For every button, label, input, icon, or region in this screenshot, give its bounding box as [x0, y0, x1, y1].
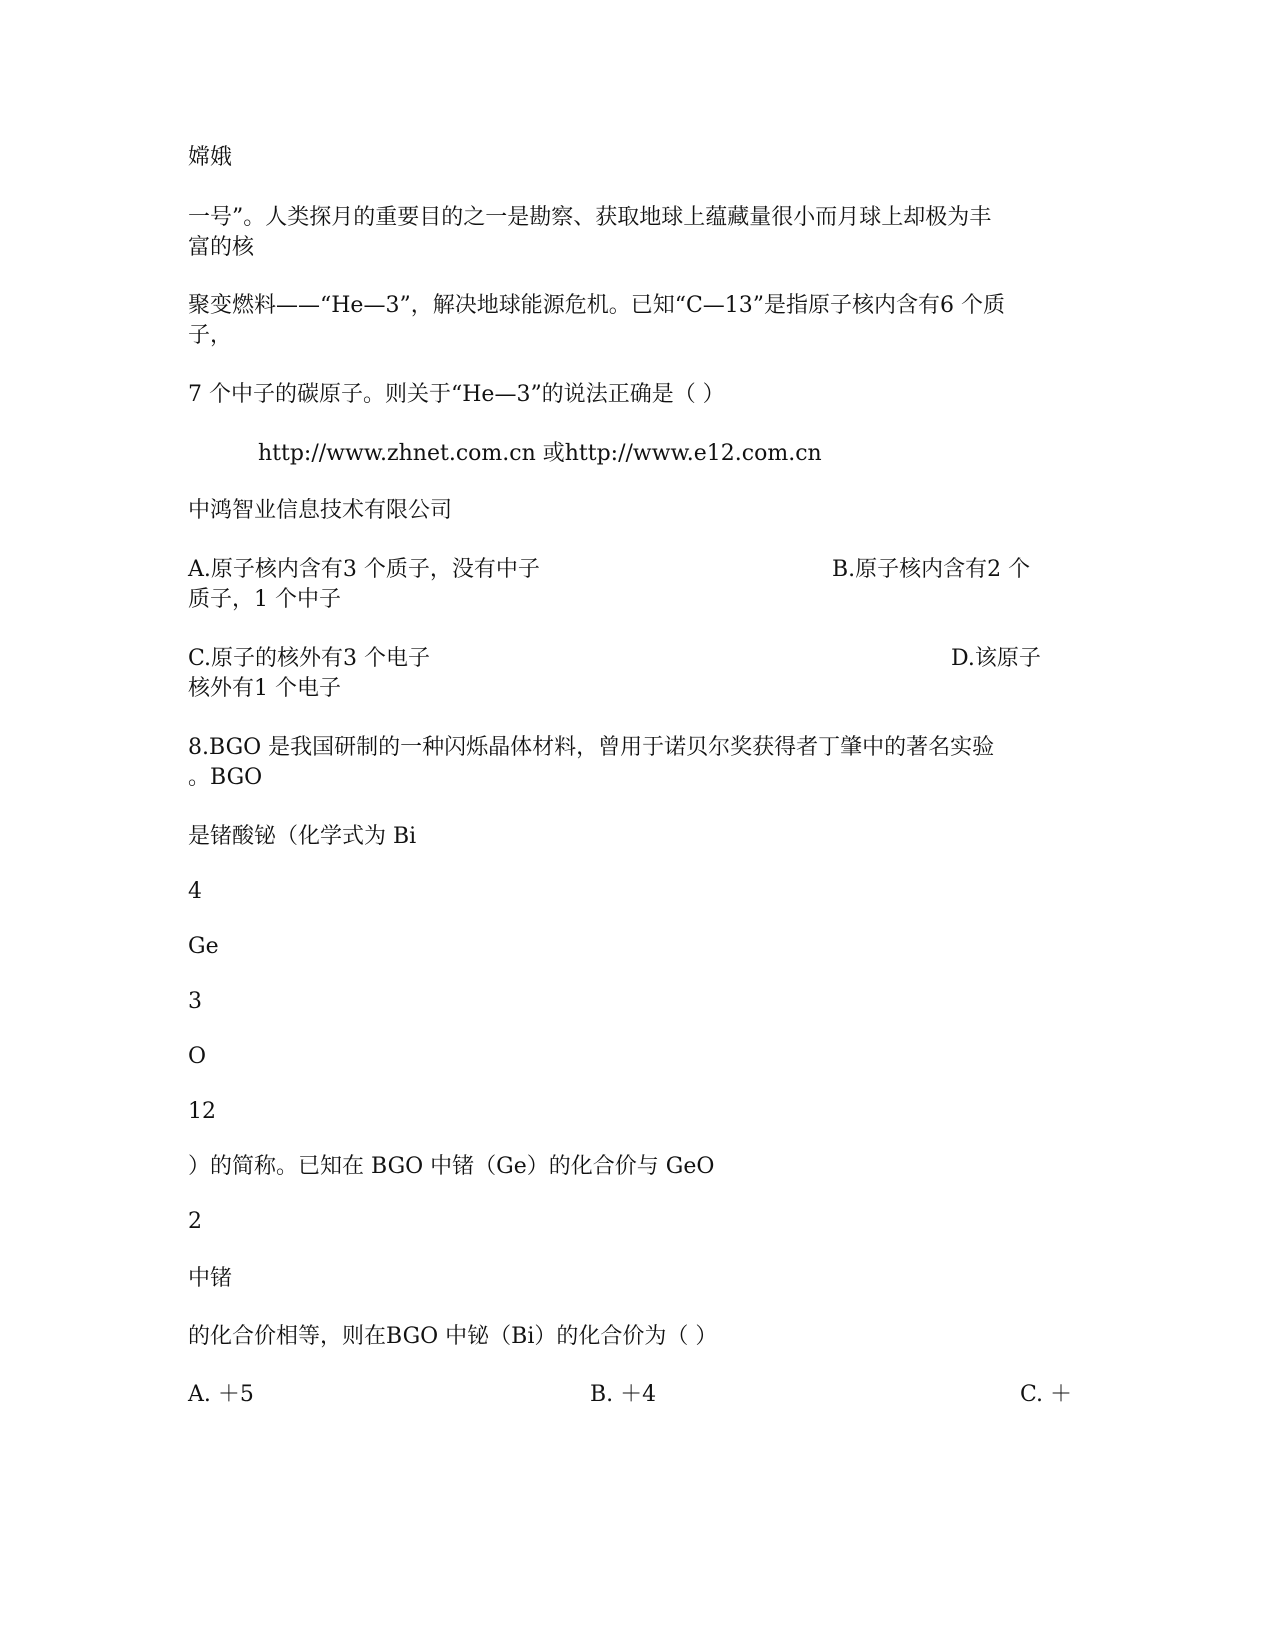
- formula-fragment: 4: [188, 879, 202, 904]
- formula-fragment: 12: [188, 1099, 216, 1124]
- question-8-line: 的化合价相等，则在BGO 中铋（Bi）的化合价为（ ）: [188, 1324, 718, 1349]
- question-8-line: 8.BGO 是我国研制的一种闪烁晶体材料，曾用于诺贝尔奖获得者丁肇中的著名实验: [188, 735, 995, 760]
- question-8-line: 。BGO: [188, 765, 263, 790]
- paragraph-line: 聚变燃料——“He—3”，解决地球能源危机。已知“C—13”是指原子核内含有6 个质: [188, 293, 1006, 318]
- paragraph-line: 一号”。人类探月的重要目的之一是勘察、获取地球上蕴藏量很小而月球上却极为丰: [188, 205, 992, 230]
- option-b-continued: 质子，1 个中子: [188, 587, 341, 612]
- option-d: D.该原子: [951, 646, 1041, 671]
- paragraph-line: 子，: [188, 323, 233, 348]
- company-name: 中鸿智业信息技术有限公司: [188, 498, 453, 523]
- paragraph-line: 富的核: [188, 235, 255, 260]
- formula-fragment: O: [188, 1044, 207, 1069]
- formula-fragment: 2: [188, 1209, 202, 1234]
- answer-option-c: C. ＋: [1020, 1382, 1073, 1407]
- question-8-line: 是锗酸铋（化学式为 Bi: [188, 824, 417, 849]
- question-8-line: 中锗: [188, 1266, 233, 1291]
- question-stem-line: 7 个中子的碳原子。则关于“He—3”的说法正确是（ ）: [188, 382, 725, 407]
- option-c: C.原子的核外有3 个电子: [188, 646, 431, 671]
- answer-option-b: B. ＋4: [590, 1382, 657, 1407]
- option-b: B.原子核内含有2 个: [832, 557, 1031, 582]
- paragraph-line: 嫦娥: [188, 145, 233, 170]
- option-d-continued: 核外有1 个电子: [188, 676, 341, 701]
- formula-fragment: Ge: [188, 934, 219, 959]
- question-8-line: ）的简称。已知在 BGO 中锗（Ge）的化合价与 GeO: [188, 1154, 715, 1179]
- option-a: A.原子核内含有3 个质子，没有中子: [188, 557, 540, 582]
- answer-option-a: A. ＋5: [188, 1382, 254, 1407]
- website-urls: http://www.zhnet.com.cn 或http://www.e12.com.cn: [258, 441, 822, 466]
- formula-fragment: 3: [188, 989, 202, 1014]
